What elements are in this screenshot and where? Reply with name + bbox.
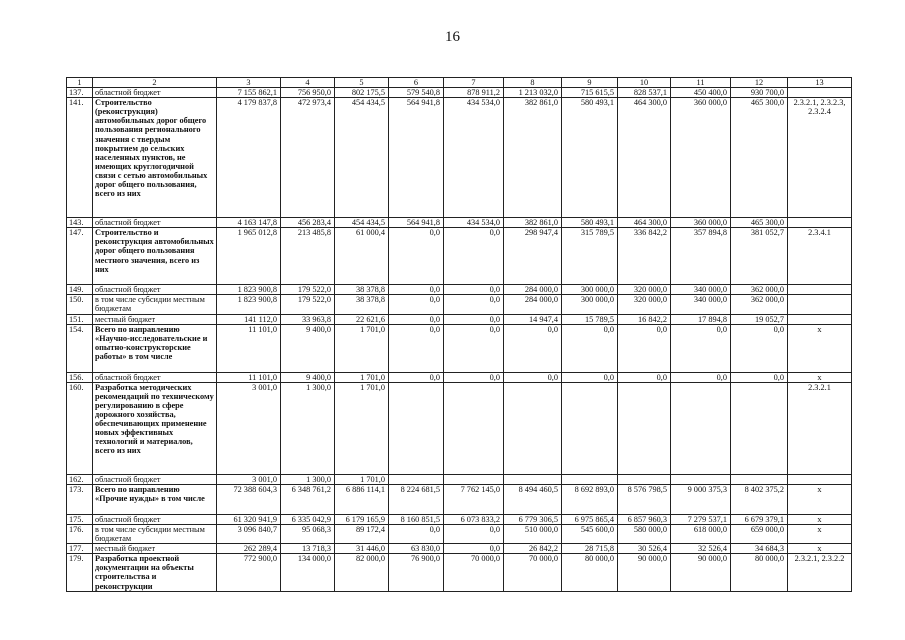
- amount-cell: 0,0: [444, 544, 504, 554]
- table-row: [67, 88, 852, 98]
- table-body: [67, 78, 852, 592]
- amount-cell: 179 522,0: [281, 295, 335, 314]
- table-row: [67, 524, 852, 543]
- amount-cell: 450 400,0: [671, 88, 731, 98]
- reference-cell: x: [788, 524, 852, 543]
- amount-cell: 34 684,3: [731, 544, 788, 554]
- amount-cell: 580 493,1: [562, 218, 618, 228]
- amount-cell: 13 718,3: [281, 544, 335, 554]
- amount-cell: 336 842,2: [618, 228, 671, 285]
- row-number: 151.: [67, 314, 93, 324]
- amount-cell: 454 434,5: [335, 218, 389, 228]
- amount-cell: 0,0: [444, 524, 504, 543]
- amount-cell: 284 000,0: [504, 295, 562, 314]
- amount-cell: 756 950,0: [281, 88, 335, 98]
- table-row: [67, 514, 852, 524]
- amount-cell: 315 789,5: [562, 228, 618, 285]
- amount-cell: 434 534,0: [444, 218, 504, 228]
- amount-cell: 61 320 941,9: [217, 514, 281, 524]
- amount-cell: 659 000,0: [731, 524, 788, 543]
- row-number: 177.: [67, 544, 93, 554]
- amount-cell: 90 000,0: [618, 554, 671, 592]
- amount-cell: 360 000,0: [671, 218, 731, 228]
- amount-cell: 4 179 837,8: [217, 98, 281, 218]
- reference-cell: x: [788, 324, 852, 372]
- amount-cell: 1 701,0: [335, 382, 389, 474]
- table-row: [67, 285, 852, 295]
- column-number: 5: [335, 78, 389, 88]
- reference-cell: x: [788, 544, 852, 554]
- amount-cell: 0,0: [671, 324, 731, 372]
- amount-cell: 17 894,8: [671, 314, 731, 324]
- amount-cell: 284 000,0: [504, 285, 562, 295]
- row-number: 137.: [67, 88, 93, 98]
- row-number: 143.: [67, 218, 93, 228]
- amount-cell: 6 073 833,2: [444, 514, 504, 524]
- amount-cell: 878 911,2: [444, 88, 504, 98]
- amount-cell: 16 842,2: [618, 314, 671, 324]
- amount-cell: 30 526,4: [618, 544, 671, 554]
- table-row: [67, 295, 852, 314]
- amount-cell: 8 494 460,5: [504, 484, 562, 514]
- row-name: Разработка проектной документации на объекты строительства и реконструкции: [93, 554, 217, 592]
- amount-cell: 300 000,0: [562, 285, 618, 295]
- table-row: [67, 218, 852, 228]
- amount-cell: [731, 382, 788, 474]
- amount-cell: 26 842,2: [504, 544, 562, 554]
- amount-cell: 7 155 862,1: [217, 88, 281, 98]
- amount-cell: 14 947,4: [504, 314, 562, 324]
- reference-cell: 2.3.4.1: [788, 228, 852, 285]
- reference-cell: 2.3.2.1, 2.3.2.3, 2.3.2.4: [788, 98, 852, 218]
- amount-cell: 3 001,0: [217, 382, 281, 474]
- amount-cell: 19 052,7: [731, 314, 788, 324]
- amount-cell: 0,0: [389, 372, 444, 382]
- amount-cell: 80 000,0: [562, 554, 618, 592]
- amount-cell: 0,0: [444, 372, 504, 382]
- row-number: 150.: [67, 295, 93, 314]
- amount-cell: 0,0: [731, 324, 788, 372]
- row-name: областной бюджет: [93, 372, 217, 382]
- amount-cell: 0,0: [731, 372, 788, 382]
- amount-cell: 0,0: [671, 372, 731, 382]
- amount-cell: 22 621,6: [335, 314, 389, 324]
- amount-cell: 31 446,0: [335, 544, 389, 554]
- row-number: 175.: [67, 514, 93, 524]
- amount-cell: 362 000,0: [731, 285, 788, 295]
- column-number: 12: [731, 78, 788, 88]
- amount-cell: 8 692 893,0: [562, 484, 618, 514]
- reference-cell: x: [788, 484, 852, 514]
- reference-cell: [788, 314, 852, 324]
- column-number: 8: [504, 78, 562, 88]
- amount-cell: 464 300,0: [618, 98, 671, 218]
- reference-cell: [788, 88, 852, 98]
- amount-cell: 80 000,0: [731, 554, 788, 592]
- amount-cell: 0,0: [562, 324, 618, 372]
- table-row: [67, 554, 852, 592]
- amount-cell: 454 434,5: [335, 98, 389, 218]
- amount-cell: 6 179 165,9: [335, 514, 389, 524]
- row-name: Всего по направлению «Прочие нужды» в том числе: [93, 484, 217, 514]
- amount-cell: [562, 474, 618, 484]
- amount-cell: [671, 382, 731, 474]
- amount-cell: 320 000,0: [618, 295, 671, 314]
- amount-cell: 213 485,8: [281, 228, 335, 285]
- amount-cell: 70 000,0: [444, 554, 504, 592]
- amount-cell: 6 348 761,2: [281, 484, 335, 514]
- page-number: 16: [445, 29, 460, 45]
- amount-cell: 545 600,0: [562, 524, 618, 543]
- amount-cell: 300 000,0: [562, 295, 618, 314]
- amount-cell: 8 160 851,5: [389, 514, 444, 524]
- amount-cell: 930 700,0: [731, 88, 788, 98]
- amount-cell: 298 947,4: [504, 228, 562, 285]
- amount-cell: [504, 474, 562, 484]
- table-row: [67, 228, 852, 285]
- amount-cell: 357 894,8: [671, 228, 731, 285]
- row-number: 173.: [67, 484, 93, 514]
- amount-cell: 6 335 042,9: [281, 514, 335, 524]
- amount-cell: 434 534,0: [444, 98, 504, 218]
- row-number: 156.: [67, 372, 93, 382]
- column-number: 3: [217, 78, 281, 88]
- amount-cell: 72 388 604,3: [217, 484, 281, 514]
- row-name: Строительство и реконструкция автомобильных дорог общего пользования местного значения, всего из них: [93, 228, 217, 285]
- row-number: 162.: [67, 474, 93, 484]
- amount-cell: 382 861,0: [504, 98, 562, 218]
- amount-cell: 1 965 012,8: [217, 228, 281, 285]
- table-row: [67, 474, 852, 484]
- amount-cell: 0,0: [618, 324, 671, 372]
- amount-cell: 28 715,8: [562, 544, 618, 554]
- amount-cell: 0,0: [444, 228, 504, 285]
- row-number: 149.: [67, 285, 93, 295]
- table-row: [67, 484, 852, 514]
- amount-cell: 580 000,0: [618, 524, 671, 543]
- amount-cell: 82 000,0: [335, 554, 389, 592]
- amount-cell: 134 000,0: [281, 554, 335, 592]
- amount-cell: 618 000,0: [671, 524, 731, 543]
- amount-cell: 510 000,0: [504, 524, 562, 543]
- amount-cell: 772 900,0: [217, 554, 281, 592]
- row-number: 154.: [67, 324, 93, 372]
- amount-cell: 0,0: [389, 295, 444, 314]
- row-number: 179.: [67, 554, 93, 592]
- amount-cell: 0,0: [389, 314, 444, 324]
- amount-cell: 90 000,0: [671, 554, 731, 592]
- table-row: [67, 98, 852, 218]
- amount-cell: [618, 474, 671, 484]
- row-name: в том числе субсидии местным бюджетам: [93, 524, 217, 543]
- row-name: областной бюджет: [93, 285, 217, 295]
- amount-cell: 38 378,8: [335, 295, 389, 314]
- column-number: 11: [671, 78, 731, 88]
- row-name: областной бюджет: [93, 218, 217, 228]
- reference-cell: 2.3.2.1, 2.3.2.2: [788, 554, 852, 592]
- amount-cell: 464 300,0: [618, 218, 671, 228]
- amount-cell: 1 701,0: [335, 372, 389, 382]
- row-number: 176.: [67, 524, 93, 543]
- amount-cell: 3 096 840,7: [217, 524, 281, 543]
- amount-cell: 0,0: [389, 524, 444, 543]
- amount-cell: 0,0: [504, 372, 562, 382]
- table-row: [67, 372, 852, 382]
- amount-cell: 38 378,8: [335, 285, 389, 295]
- amount-cell: [389, 474, 444, 484]
- amount-cell: 1 300,0: [281, 382, 335, 474]
- amount-cell: 9 400,0: [281, 372, 335, 382]
- row-name: Разработка методических рекомендаций по техническому регулированию в сфере дорожного хозяйства, обеспечивающих применение новых эффективных технологий и материалов, всего из них: [93, 382, 217, 474]
- reference-cell: x: [788, 514, 852, 524]
- amount-cell: [731, 474, 788, 484]
- column-number: 13: [788, 78, 852, 88]
- amount-cell: 802 175,5: [335, 88, 389, 98]
- amount-cell: 0,0: [504, 324, 562, 372]
- amount-cell: 141 112,0: [217, 314, 281, 324]
- amount-cell: 580 493,1: [562, 98, 618, 218]
- amount-cell: 0,0: [389, 228, 444, 285]
- column-number: 4: [281, 78, 335, 88]
- amount-cell: 0,0: [444, 295, 504, 314]
- reference-cell: 2.3.2.1: [788, 382, 852, 474]
- amount-cell: [671, 474, 731, 484]
- amount-cell: 15 789,5: [562, 314, 618, 324]
- amount-cell: 465 300,0: [731, 98, 788, 218]
- reference-cell: [788, 474, 852, 484]
- column-number: 2: [93, 78, 217, 88]
- amount-cell: 7 279 537,1: [671, 514, 731, 524]
- row-name: Всего по направлению «Научно-исследовательские и опытно-конструкторские работы» в том числе: [93, 324, 217, 372]
- reference-cell: [788, 285, 852, 295]
- amount-cell: [444, 474, 504, 484]
- amount-cell: 579 540,8: [389, 88, 444, 98]
- amount-cell: 362 000,0: [731, 295, 788, 314]
- amount-cell: 1 823 900,8: [217, 285, 281, 295]
- amount-cell: 715 615,5: [562, 88, 618, 98]
- amount-cell: 564 941,8: [389, 98, 444, 218]
- table-row: [67, 324, 852, 372]
- amount-cell: 3 001,0: [217, 474, 281, 484]
- amount-cell: 456 283,4: [281, 218, 335, 228]
- amount-cell: 9 400,0: [281, 324, 335, 372]
- column-number: 10: [618, 78, 671, 88]
- amount-cell: [562, 382, 618, 474]
- amount-cell: 1 701,0: [335, 474, 389, 484]
- amount-cell: 472 973,4: [281, 98, 335, 218]
- amount-cell: 0,0: [444, 285, 504, 295]
- amount-cell: 1 300,0: [281, 474, 335, 484]
- row-name: местный бюджет: [93, 544, 217, 554]
- row-number: 160.: [67, 382, 93, 474]
- amount-cell: [504, 382, 562, 474]
- amount-cell: 1 823 900,8: [217, 295, 281, 314]
- column-number: 9: [562, 78, 618, 88]
- table-row: [67, 382, 852, 474]
- column-number: 1: [67, 78, 93, 88]
- row-name: областной бюджет: [93, 514, 217, 524]
- row-name: областной бюджет: [93, 474, 217, 484]
- amount-cell: 4 163 147,8: [217, 218, 281, 228]
- row-name: в том числе субсидии местным бюджетам: [93, 295, 217, 314]
- amount-cell: 0,0: [389, 324, 444, 372]
- reference-cell: [788, 295, 852, 314]
- amount-cell: 11 101,0: [217, 372, 281, 382]
- amount-cell: 381 052,7: [731, 228, 788, 285]
- column-number-row: [67, 78, 852, 88]
- amount-cell: 6 779 306,5: [504, 514, 562, 524]
- amount-cell: 1 213 032,0: [504, 88, 562, 98]
- amount-cell: 6 857 960,3: [618, 514, 671, 524]
- reference-cell: [788, 218, 852, 228]
- amount-cell: 8 224 681,5: [389, 484, 444, 514]
- row-number: 147.: [67, 228, 93, 285]
- amount-cell: [444, 382, 504, 474]
- amount-cell: 382 861,0: [504, 218, 562, 228]
- table-row: [67, 544, 852, 554]
- amount-cell: 32 526,4: [671, 544, 731, 554]
- amount-cell: 7 762 145,0: [444, 484, 504, 514]
- amount-cell: 9 000 375,3: [671, 484, 731, 514]
- amount-cell: 95 068,3: [281, 524, 335, 543]
- amount-cell: 828 537,1: [618, 88, 671, 98]
- budget-table: [66, 77, 852, 592]
- amount-cell: 360 000,0: [671, 98, 731, 218]
- amount-cell: 61 000,4: [335, 228, 389, 285]
- amount-cell: 465 300,0: [731, 218, 788, 228]
- reference-cell: x: [788, 372, 852, 382]
- row-name: местный бюджет: [93, 314, 217, 324]
- amount-cell: 0,0: [618, 372, 671, 382]
- row-name: Строительство (реконструкция) автомобильных дорог общего пользования регионального значения с твердым покрытием до сельских населенных пунктов, не имеющих круглогодичной связи с сетью автомобильных дорог общего пользования, всего из них: [93, 98, 217, 218]
- table-row: [67, 314, 852, 324]
- amount-cell: 340 000,0: [671, 295, 731, 314]
- amount-cell: 6 886 114,1: [335, 484, 389, 514]
- amount-cell: 63 830,0: [389, 544, 444, 554]
- amount-cell: 0,0: [389, 285, 444, 295]
- amount-cell: 0,0: [444, 314, 504, 324]
- amount-cell: [389, 382, 444, 474]
- row-name: областной бюджет: [93, 88, 217, 98]
- amount-cell: 179 522,0: [281, 285, 335, 295]
- amount-cell: 33 963,8: [281, 314, 335, 324]
- amount-cell: [618, 382, 671, 474]
- amount-cell: 320 000,0: [618, 285, 671, 295]
- amount-cell: 0,0: [562, 372, 618, 382]
- amount-cell: 564 941,8: [389, 218, 444, 228]
- row-number: 141.: [67, 98, 93, 218]
- amount-cell: 340 000,0: [671, 285, 731, 295]
- amount-cell: 70 000,0: [504, 554, 562, 592]
- amount-cell: 6 975 865,4: [562, 514, 618, 524]
- column-number: 7: [444, 78, 504, 88]
- column-number: 6: [389, 78, 444, 88]
- amount-cell: 76 900,0: [389, 554, 444, 592]
- amount-cell: 0,0: [444, 324, 504, 372]
- amount-cell: 8 402 375,2: [731, 484, 788, 514]
- amount-cell: 1 701,0: [335, 324, 389, 372]
- amount-cell: 11 101,0: [217, 324, 281, 372]
- amount-cell: 262 289,4: [217, 544, 281, 554]
- amount-cell: 89 172,4: [335, 524, 389, 543]
- amount-cell: 8 576 798,5: [618, 484, 671, 514]
- amount-cell: 6 679 379,1: [731, 514, 788, 524]
